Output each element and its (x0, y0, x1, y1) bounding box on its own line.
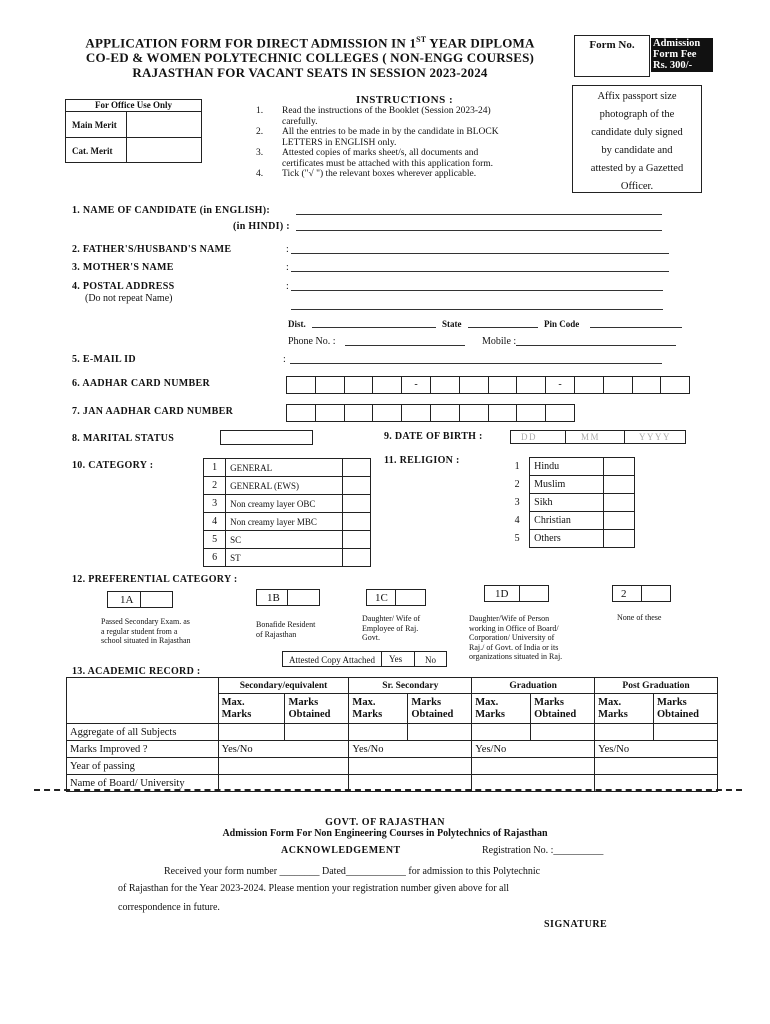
pref-1b-desc: Bonafide Resident of Rajasthan (256, 620, 316, 639)
ack-para-2: of Rajasthan for the Year 2023-2024. Please mention your registration number given above for all (118, 883, 510, 894)
digit-box[interactable] (459, 376, 489, 394)
address-line-1[interactable] (291, 290, 663, 291)
digit-box[interactable] (632, 376, 662, 394)
name-label: 1. NAME OF CANDIDATE (in ENGLISH): (72, 205, 270, 216)
pref-1a-desc: Passed Secondary Exam. as a regular student from a school situated in Rajasthan (101, 617, 191, 645)
form-no-box[interactable]: Form No. (574, 35, 650, 77)
digit-box[interactable] (430, 376, 460, 394)
fee-badge: Admission Form Fee Rs. 300/- (651, 38, 713, 72)
category-table (203, 458, 371, 567)
academic-input-cell[interactable] (285, 724, 349, 741)
digit-box[interactable] (315, 376, 345, 394)
academic-input-cell[interactable] (472, 724, 531, 741)
email-input[interactable] (290, 363, 662, 364)
category-checkbox[interactable] (342, 531, 370, 549)
category-checkbox[interactable] (342, 477, 370, 495)
dob-label: 9. DATE OF BIRTH : (384, 431, 483, 442)
photo-box[interactable]: Affix passport size photograph of the candidate duly signed by candidate and attested by a Gazetted Officer. (572, 85, 702, 193)
category-row: 3 Non creamy layer OBC (204, 495, 371, 513)
instructions-list (256, 106, 556, 180)
ack-gov: GOVT. OF RAJASTHAN (325, 817, 445, 828)
instruction-item: 1. Read the instructions of the Booklet (Session 2023-24) carefully. (256, 106, 491, 127)
max-marks-header: Max. Marks (349, 694, 408, 724)
mobile-input[interactable] (516, 345, 676, 346)
category-row: 4 Non creamy layer MBC (204, 513, 371, 531)
religion-checkbox[interactable] (604, 512, 635, 530)
academic-input-cell[interactable] (218, 758, 349, 775)
hindi-name-input[interactable] (296, 230, 662, 231)
religion-label: 11. RELIGION : (384, 455, 460, 466)
pin-input[interactable] (590, 327, 682, 328)
academic-input-cell[interactable] (349, 724, 408, 741)
attested-no[interactable]: No (425, 655, 436, 665)
phone-input[interactable] (345, 345, 465, 346)
academic-row: Aggregate of all Subjects (67, 724, 718, 741)
ack-title: ACKNOWLEDGEMENT (281, 845, 401, 856)
office-use-box: For Office Use Only Main Merit Cat. Merit (65, 99, 202, 163)
digit-box[interactable] (401, 404, 431, 422)
marks-improved-cell[interactable]: Yes/No (595, 741, 718, 758)
digit-box[interactable] (488, 404, 518, 422)
academic-row: Marks Improved ? Yes/No Yes/No Yes/No Yes/No (67, 741, 718, 758)
ack-para-3: correspondence in future. (118, 902, 220, 913)
religion-table (505, 457, 635, 548)
aadhar-input[interactable] (287, 376, 690, 394)
digit-box[interactable]: - (545, 376, 575, 394)
category-label: 10. CATEGORY : (72, 460, 154, 471)
address-line-2[interactable] (291, 309, 663, 310)
academic-group-header: Post Graduation (595, 678, 718, 694)
attested-yes[interactable]: Yes (389, 654, 403, 664)
postal-label: 4. POSTAL ADDRESS (72, 281, 175, 292)
digit-box[interactable] (660, 376, 690, 394)
academic-group-header: Sr. Secondary (349, 678, 472, 694)
digit-box[interactable] (344, 404, 374, 422)
pref-1d-desc: Daughter/Wife of Person working in Office of Board/ Corporation/ University of Raj./ of Govt. of India or its organizations situated in Raj. (469, 614, 563, 661)
state-input[interactable] (468, 327, 538, 328)
digit-box[interactable] (430, 404, 460, 422)
academic-input-cell[interactable] (531, 724, 595, 741)
marital-label: 8. MARITAL STATUS (72, 433, 175, 444)
instruction-item: 3. Attested copies of marks sheet/s, all documents and certificates must be attached with this application form. (256, 148, 494, 169)
marks-obtained-header: Marks Obtained (408, 694, 472, 724)
digit-box[interactable] (286, 376, 316, 394)
ack-para-1: Received your form number ________ Dated____________ for admission to this Polytechnic (164, 866, 541, 877)
marks-obtained-header: Marks Obtained (285, 694, 349, 724)
max-marks-header: Max. Marks (595, 694, 654, 724)
digit-box[interactable] (488, 376, 518, 394)
marks-improved-cell[interactable]: Yes/No (472, 741, 595, 758)
instruction-item: 4. Tick ("√ ") the relevant boxes wherever applicable. (256, 169, 477, 179)
religion-row: 3 Sikh (505, 494, 635, 512)
category-row: 6 ST (204, 549, 371, 567)
category-checkbox[interactable] (342, 459, 370, 477)
marks-improved-cell[interactable]: Yes/No (218, 741, 349, 758)
academic-row: Year of passing (67, 758, 718, 775)
category-row: 2 GENERAL (EWS) (204, 477, 371, 495)
digit-box[interactable] (516, 376, 546, 394)
registration-no[interactable]: Registration No. :__________ (482, 845, 604, 856)
digit-box[interactable] (516, 404, 546, 422)
category-checkbox[interactable] (342, 495, 370, 513)
pref-label: 12. PREFERENTIAL CATEGORY : (72, 574, 238, 585)
signature-label: SIGNATURE (544, 919, 608, 930)
jan-aadhar-input[interactable] (287, 404, 575, 422)
academic-row: Name of Board/ University (67, 775, 718, 792)
digit-box[interactable] (315, 404, 345, 422)
digit-box[interactable] (372, 404, 402, 422)
academic-label: 13. ACADEMIC RECORD : (72, 666, 201, 677)
pref-1d-box[interactable]: 1D (484, 585, 549, 602)
academic-table (66, 677, 718, 792)
max-marks-header: Max. Marks (218, 694, 285, 724)
pref-1a-box[interactable]: 1A (107, 591, 173, 608)
attested-copy-box: Attested Copy Attached Yes No (282, 651, 447, 667)
postal-note: (Do not repeat Name) (85, 293, 173, 304)
academic-group-header: Graduation (472, 678, 595, 694)
digit-box[interactable] (286, 404, 316, 422)
religion-row: 5 Others (505, 530, 635, 548)
religion-checkbox[interactable] (604, 530, 635, 548)
religion-row: 4 Christian (505, 512, 635, 530)
mother-label: 3. MOTHER'S NAME (72, 262, 174, 273)
category-checkbox[interactable] (342, 513, 370, 531)
academic-input-cell[interactable] (472, 758, 595, 775)
digit-box[interactable]: - (401, 376, 431, 394)
max-marks-header: Max. Marks (472, 694, 531, 724)
dist-input[interactable] (312, 327, 436, 328)
pref-2-box[interactable]: 2 (612, 585, 671, 602)
digit-box[interactable] (545, 404, 575, 422)
academic-input-cell[interactable] (349, 758, 472, 775)
marks-obtained-header: Marks Obtained (654, 694, 718, 724)
instruction-item: 2. All the entries to be made in by the candidate in BLOCK LETTERS in ENGLISH only. (256, 127, 499, 148)
digit-box[interactable] (603, 376, 633, 394)
cut-line (34, 789, 742, 791)
pref-1c-desc: Daughter/ Wife of Employee of Raj. Govt. (362, 614, 421, 642)
academic-input-cell[interactable] (595, 758, 718, 775)
father-label: 2. FATHER'S/HUSBAND'S NAME (72, 244, 232, 255)
father-input[interactable] (291, 253, 669, 254)
category-row: 1 GENERAL (204, 459, 371, 477)
academic-input-cell[interactable] (218, 724, 285, 741)
pref-1b-box[interactable]: 1B (256, 589, 320, 606)
marks-improved-cell[interactable]: Yes/No (349, 741, 472, 758)
religion-checkbox[interactable] (604, 458, 635, 476)
academic-input-cell[interactable] (654, 724, 718, 741)
digit-box[interactable] (344, 376, 374, 394)
ack-subtitle: Admission Form For Non Engineering Courses in Polytechnics of Rajasthan (222, 828, 548, 839)
mother-input[interactable] (291, 271, 669, 272)
instructions-title: INSTRUCTIONS : (356, 94, 454, 106)
marks-obtained-header: Marks Obtained (531, 694, 595, 724)
religion-checkbox[interactable] (604, 476, 635, 494)
academic-input-cell[interactable] (408, 724, 472, 741)
academic-input-cell[interactable] (595, 724, 654, 741)
pref-1c-box[interactable]: 1C (366, 589, 426, 606)
academic-group-header: Secondary/equivalent (218, 678, 349, 694)
aadhar-label: 6. AADHAR CARD NUMBER (72, 378, 210, 389)
digit-box[interactable] (459, 404, 489, 422)
dob-input[interactable]: DD MM YYYY (510, 430, 686, 444)
religion-row: 2 Muslim (505, 476, 635, 494)
jan-aadhar-label: 7. JAN AADHAR CARD NUMBER (72, 406, 234, 417)
hindi-label: (in HINDI) : (233, 221, 290, 232)
category-row: 5 SC (204, 531, 371, 549)
marital-input[interactable] (220, 430, 313, 445)
category-checkbox[interactable] (342, 549, 370, 567)
form-title: APPLICATION FORM FOR DIRECT ADMISSION IN 1ST YEAR DIPLOMA CO-ED & WOMEN POLYTECHNIC COLLEGES ( NON-ENGG COURSES) RAJASTHAN FOR VACANT SEATS IN SESSION 2023-2024 (85, 35, 535, 81)
email-label: 5. E-MAIL ID (72, 354, 136, 365)
digit-box[interactable] (372, 376, 402, 394)
religion-row: 1 Hindu (505, 458, 635, 476)
religion-checkbox[interactable] (604, 494, 635, 512)
pref-2-desc: None of these (617, 613, 662, 622)
name-input[interactable] (296, 214, 662, 215)
digit-box[interactable] (574, 376, 604, 394)
